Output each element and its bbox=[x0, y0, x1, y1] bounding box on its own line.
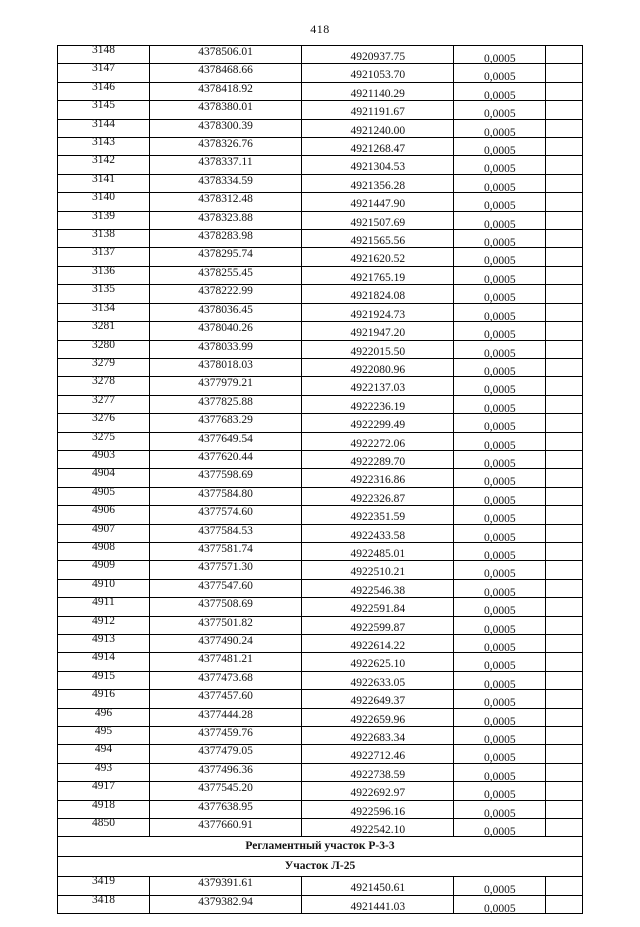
cell-point-no: 4903 bbox=[58, 450, 150, 468]
cell-spacer bbox=[546, 598, 583, 616]
cell-x-coordinate: 4377459.76 bbox=[149, 727, 301, 745]
cell-spacer bbox=[546, 377, 583, 395]
cell-accuracy: 0,0005 bbox=[454, 138, 546, 156]
cell-point-no: 4904 bbox=[58, 469, 150, 487]
cell-x-coordinate: 4378312.48 bbox=[149, 193, 301, 211]
cell-point-no: 3137 bbox=[58, 248, 150, 266]
cell-accuracy: 0,0005 bbox=[454, 542, 546, 560]
cell-accuracy: 0,0005 bbox=[454, 358, 546, 376]
cell-x-coordinate: 4378040.26 bbox=[149, 322, 301, 340]
cell-y-coordinate: 4922137.03 bbox=[302, 377, 454, 395]
cell-x-coordinate: 4377481.21 bbox=[149, 653, 301, 671]
cell-y-coordinate: 4921240.00 bbox=[302, 119, 454, 137]
cell-accuracy: 0,0005 bbox=[454, 211, 546, 229]
cell-accuracy: 0,0005 bbox=[454, 598, 546, 616]
cell-spacer bbox=[546, 819, 583, 837]
cell-spacer bbox=[546, 395, 583, 413]
cell-point-no: 4913 bbox=[58, 635, 150, 653]
cell-x-coordinate: 4378468.66 bbox=[149, 64, 301, 82]
cell-spacer bbox=[546, 414, 583, 432]
cell-spacer bbox=[546, 524, 583, 542]
cell-point-no: 3148 bbox=[58, 46, 150, 64]
cell-accuracy: 0,0005 bbox=[454, 782, 546, 800]
cell-spacer bbox=[546, 579, 583, 597]
cell-point-no: 3141 bbox=[58, 174, 150, 192]
cell-accuracy: 0,0005 bbox=[454, 506, 546, 524]
cell-x-coordinate: 4377660.91 bbox=[149, 819, 301, 837]
cell-spacer bbox=[546, 635, 583, 653]
document-page bbox=[0, 22, 640, 927]
cell-spacer bbox=[546, 266, 583, 284]
cell-point-no: 3418 bbox=[58, 895, 150, 913]
cell-x-coordinate: 4377479.05 bbox=[149, 745, 301, 763]
cell-spacer bbox=[546, 671, 583, 689]
coordinates-table bbox=[57, 45, 583, 914]
section-title: Участок Л-25 bbox=[58, 857, 583, 877]
cell-accuracy: 0,0005 bbox=[454, 800, 546, 818]
cell-point-no: 4912 bbox=[58, 616, 150, 634]
cell-y-coordinate: 4922299.49 bbox=[302, 414, 454, 432]
cell-spacer bbox=[546, 211, 583, 229]
cell-spacer bbox=[546, 193, 583, 211]
cell-accuracy: 0,0005 bbox=[454, 432, 546, 450]
cell-spacer bbox=[546, 561, 583, 579]
cell-y-coordinate: 4921765.19 bbox=[302, 266, 454, 284]
cell-y-coordinate: 4921191.67 bbox=[302, 101, 454, 119]
cell-accuracy: 0,0005 bbox=[454, 561, 546, 579]
cell-y-coordinate: 4921441.03 bbox=[302, 895, 454, 913]
cell-point-no: 4850 bbox=[58, 819, 150, 837]
cell-accuracy: 0,0005 bbox=[454, 82, 546, 100]
cell-point-no: 4917 bbox=[58, 782, 150, 800]
cell-x-coordinate: 4378283.98 bbox=[149, 230, 301, 248]
cell-y-coordinate: 4922712.46 bbox=[302, 745, 454, 763]
cell-spacer bbox=[546, 727, 583, 745]
cell-x-coordinate: 4378334.59 bbox=[149, 174, 301, 192]
cell-spacer bbox=[546, 690, 583, 708]
page-number: 418 bbox=[310, 22, 330, 36]
cell-x-coordinate: 4378036.45 bbox=[149, 303, 301, 321]
cell-spacer bbox=[546, 82, 583, 100]
cell-point-no: 495 bbox=[58, 727, 150, 745]
cell-point-no: 493 bbox=[58, 763, 150, 781]
cell-y-coordinate: 4922625.10 bbox=[302, 653, 454, 671]
cell-point-no: 3278 bbox=[58, 377, 150, 395]
cell-x-coordinate: 4378506.01 bbox=[149, 46, 301, 64]
cell-point-no: 4909 bbox=[58, 561, 150, 579]
cell-y-coordinate: 4922510.21 bbox=[302, 561, 454, 579]
cell-y-coordinate: 4922236.19 bbox=[302, 395, 454, 413]
cell-y-coordinate: 4921947.20 bbox=[302, 322, 454, 340]
cell-spacer bbox=[546, 119, 583, 137]
cell-y-coordinate: 4922485.01 bbox=[302, 542, 454, 560]
cell-accuracy: 0,0005 bbox=[454, 156, 546, 174]
cell-y-coordinate: 4922542.10 bbox=[302, 819, 454, 837]
cell-spacer bbox=[546, 469, 583, 487]
cell-point-no: 3134 bbox=[58, 303, 150, 321]
cell-point-no: 3277 bbox=[58, 395, 150, 413]
cell-y-coordinate: 4921620.52 bbox=[302, 248, 454, 266]
cell-accuracy: 0,0005 bbox=[454, 469, 546, 487]
cell-accuracy: 0,0005 bbox=[454, 101, 546, 119]
cell-y-coordinate: 4922272.06 bbox=[302, 432, 454, 450]
cell-y-coordinate: 4922649.37 bbox=[302, 690, 454, 708]
cell-point-no: 3146 bbox=[58, 82, 150, 100]
cell-x-coordinate: 4377473.68 bbox=[149, 671, 301, 689]
cell-y-coordinate: 4922591.84 bbox=[302, 598, 454, 616]
cell-accuracy: 0,0005 bbox=[454, 635, 546, 653]
cell-x-coordinate: 4378222.99 bbox=[149, 285, 301, 303]
table-body bbox=[58, 46, 583, 914]
cell-x-coordinate: 4378255.45 bbox=[149, 266, 301, 284]
cell-x-coordinate: 4377584.53 bbox=[149, 524, 301, 542]
cell-y-coordinate: 4921268.47 bbox=[302, 138, 454, 156]
cell-x-coordinate: 4378380.01 bbox=[149, 101, 301, 119]
cell-y-coordinate: 4922692.97 bbox=[302, 782, 454, 800]
cell-spacer bbox=[546, 285, 583, 303]
cell-y-coordinate: 4922433.58 bbox=[302, 524, 454, 542]
cell-spacer bbox=[546, 800, 583, 818]
cell-x-coordinate: 4377444.28 bbox=[149, 708, 301, 726]
cell-point-no: 3143 bbox=[58, 138, 150, 156]
cell-accuracy: 0,0005 bbox=[454, 877, 546, 895]
cell-spacer bbox=[546, 46, 583, 64]
cell-x-coordinate: 4377571.30 bbox=[149, 561, 301, 579]
cell-accuracy: 0,0005 bbox=[454, 653, 546, 671]
cell-x-coordinate: 4377490.24 bbox=[149, 635, 301, 653]
section-title: Регламентный участок Р-3-3 bbox=[58, 837, 583, 857]
cell-spacer bbox=[546, 487, 583, 505]
cell-accuracy: 0,0005 bbox=[454, 450, 546, 468]
cell-y-coordinate: 4922316.86 bbox=[302, 469, 454, 487]
cell-x-coordinate: 4377598.69 bbox=[149, 469, 301, 487]
cell-x-coordinate: 4377825.88 bbox=[149, 395, 301, 413]
cell-accuracy: 0,0005 bbox=[454, 524, 546, 542]
cell-spacer bbox=[546, 432, 583, 450]
cell-x-coordinate: 4377457.60 bbox=[149, 690, 301, 708]
cell-y-coordinate: 4922614.22 bbox=[302, 635, 454, 653]
cell-point-no: 4915 bbox=[58, 671, 150, 689]
cell-point-no: 3279 bbox=[58, 358, 150, 376]
cell-accuracy: 0,0005 bbox=[454, 64, 546, 82]
cell-x-coordinate: 4378337.11 bbox=[149, 156, 301, 174]
cell-point-no: 3276 bbox=[58, 414, 150, 432]
cell-x-coordinate: 4378323.88 bbox=[149, 211, 301, 229]
cell-x-coordinate: 4379391.61 bbox=[149, 877, 301, 895]
cell-y-coordinate: 4921924.73 bbox=[302, 303, 454, 321]
cell-accuracy: 0,0005 bbox=[454, 895, 546, 913]
cell-accuracy: 0,0005 bbox=[454, 193, 546, 211]
cell-spacer bbox=[546, 230, 583, 248]
cell-y-coordinate: 4922659.96 bbox=[302, 708, 454, 726]
cell-y-coordinate: 4922080.96 bbox=[302, 358, 454, 376]
coordinates-table-wrapper bbox=[57, 45, 583, 914]
cell-spacer bbox=[546, 174, 583, 192]
cell-point-no: 3142 bbox=[58, 156, 150, 174]
cell-point-no: 3281 bbox=[58, 322, 150, 340]
cell-accuracy: 0,0005 bbox=[454, 727, 546, 745]
cell-point-no: 4910 bbox=[58, 579, 150, 597]
cell-y-coordinate: 4922546.38 bbox=[302, 579, 454, 597]
cell-accuracy: 0,0005 bbox=[454, 285, 546, 303]
cell-spacer bbox=[546, 782, 583, 800]
cell-spacer bbox=[546, 616, 583, 634]
cell-spacer bbox=[546, 542, 583, 560]
cell-point-no: 3139 bbox=[58, 211, 150, 229]
cell-point-no: 4916 bbox=[58, 690, 150, 708]
cell-accuracy: 0,0005 bbox=[454, 708, 546, 726]
cell-point-no: 3138 bbox=[58, 230, 150, 248]
cell-x-coordinate: 4377584.80 bbox=[149, 487, 301, 505]
cell-accuracy: 0,0005 bbox=[454, 579, 546, 597]
cell-x-coordinate: 4377979.21 bbox=[149, 377, 301, 395]
cell-y-coordinate: 4921304.53 bbox=[302, 156, 454, 174]
cell-accuracy: 0,0005 bbox=[454, 174, 546, 192]
cell-accuracy: 0,0005 bbox=[454, 487, 546, 505]
cell-spacer bbox=[546, 303, 583, 321]
cell-y-coordinate: 4921053.70 bbox=[302, 64, 454, 82]
cell-spacer bbox=[546, 156, 583, 174]
cell-point-no: 496 bbox=[58, 708, 150, 726]
cell-spacer bbox=[546, 763, 583, 781]
cell-y-coordinate: 4921565.56 bbox=[302, 230, 454, 248]
cell-x-coordinate: 4378300.39 bbox=[149, 119, 301, 137]
cell-y-coordinate: 4922351.59 bbox=[302, 506, 454, 524]
cell-x-coordinate: 4379382.94 bbox=[149, 895, 301, 913]
cell-x-coordinate: 4378033.99 bbox=[149, 340, 301, 358]
cell-spacer bbox=[546, 653, 583, 671]
cell-spacer bbox=[546, 138, 583, 156]
cell-x-coordinate: 4377620.44 bbox=[149, 450, 301, 468]
cell-y-coordinate: 4920937.75 bbox=[302, 46, 454, 64]
cell-x-coordinate: 4377638.95 bbox=[149, 800, 301, 818]
cell-spacer bbox=[546, 322, 583, 340]
cell-y-coordinate: 4921356.28 bbox=[302, 174, 454, 192]
cell-y-coordinate: 4921507.69 bbox=[302, 211, 454, 229]
cell-accuracy: 0,0005 bbox=[454, 745, 546, 763]
cell-spacer bbox=[546, 358, 583, 376]
cell-spacer bbox=[546, 101, 583, 119]
cell-x-coordinate: 4377501.82 bbox=[149, 616, 301, 634]
cell-spacer bbox=[546, 248, 583, 266]
cell-spacer bbox=[546, 340, 583, 358]
cell-point-no: 3275 bbox=[58, 432, 150, 450]
cell-point-no: 3419 bbox=[58, 877, 150, 895]
cell-accuracy: 0,0005 bbox=[454, 616, 546, 634]
cell-point-no: 4907 bbox=[58, 524, 150, 542]
cell-y-coordinate: 4921447.90 bbox=[302, 193, 454, 211]
cell-point-no: 4914 bbox=[58, 653, 150, 671]
cell-x-coordinate: 4377496.36 bbox=[149, 763, 301, 781]
cell-spacer bbox=[546, 64, 583, 82]
cell-accuracy: 0,0005 bbox=[454, 763, 546, 781]
cell-accuracy: 0,0005 bbox=[454, 303, 546, 321]
cell-accuracy: 0,0005 bbox=[454, 119, 546, 137]
cell-point-no: 4911 bbox=[58, 598, 150, 616]
cell-accuracy: 0,0005 bbox=[454, 340, 546, 358]
cell-spacer bbox=[546, 895, 583, 913]
cell-spacer bbox=[546, 877, 583, 895]
cell-x-coordinate: 4378295.74 bbox=[149, 248, 301, 266]
cell-x-coordinate: 4377683.29 bbox=[149, 414, 301, 432]
cell-spacer bbox=[546, 745, 583, 763]
cell-x-coordinate: 4378326.76 bbox=[149, 138, 301, 156]
cell-point-no: 3280 bbox=[58, 340, 150, 358]
cell-x-coordinate: 4377545.20 bbox=[149, 782, 301, 800]
cell-y-coordinate: 4922596.16 bbox=[302, 800, 454, 818]
cell-y-coordinate: 4922599.87 bbox=[302, 616, 454, 634]
cell-accuracy: 0,0005 bbox=[454, 248, 546, 266]
table-section-row bbox=[58, 837, 583, 857]
cell-point-no: 3135 bbox=[58, 285, 150, 303]
cell-y-coordinate: 4921450.61 bbox=[302, 877, 454, 895]
cell-x-coordinate: 4377547.60 bbox=[149, 579, 301, 597]
cell-x-coordinate: 4378018.03 bbox=[149, 358, 301, 376]
cell-y-coordinate: 4922289.70 bbox=[302, 450, 454, 468]
cell-y-coordinate: 4922326.87 bbox=[302, 487, 454, 505]
cell-y-coordinate: 4922633.05 bbox=[302, 671, 454, 689]
cell-accuracy: 0,0005 bbox=[454, 819, 546, 837]
cell-x-coordinate: 4377574.60 bbox=[149, 506, 301, 524]
cell-point-no: 3147 bbox=[58, 64, 150, 82]
cell-x-coordinate: 4378418.92 bbox=[149, 82, 301, 100]
cell-accuracy: 0,0005 bbox=[454, 414, 546, 432]
cell-y-coordinate: 4921140.29 bbox=[302, 82, 454, 100]
cell-point-no: 4908 bbox=[58, 542, 150, 560]
cell-point-no: 4918 bbox=[58, 800, 150, 818]
cell-accuracy: 0,0005 bbox=[454, 230, 546, 248]
cell-point-no: 3145 bbox=[58, 101, 150, 119]
cell-y-coordinate: 4922683.34 bbox=[302, 727, 454, 745]
cell-accuracy: 0,0005 bbox=[454, 690, 546, 708]
cell-y-coordinate: 4922738.59 bbox=[302, 763, 454, 781]
cell-spacer bbox=[546, 450, 583, 468]
cell-point-no: 4906 bbox=[58, 506, 150, 524]
cell-accuracy: 0,0005 bbox=[454, 266, 546, 284]
cell-y-coordinate: 4921824.08 bbox=[302, 285, 454, 303]
cell-accuracy: 0,0005 bbox=[454, 46, 546, 64]
cell-y-coordinate: 4922015.50 bbox=[302, 340, 454, 358]
cell-point-no: 3144 bbox=[58, 119, 150, 137]
cell-x-coordinate: 4377581.74 bbox=[149, 542, 301, 560]
cell-spacer bbox=[546, 506, 583, 524]
cell-point-no: 4905 bbox=[58, 487, 150, 505]
cell-x-coordinate: 4377508.69 bbox=[149, 598, 301, 616]
cell-accuracy: 0,0005 bbox=[454, 395, 546, 413]
cell-accuracy: 0,0005 bbox=[454, 322, 546, 340]
cell-x-coordinate: 4377649.54 bbox=[149, 432, 301, 450]
cell-point-no: 3136 bbox=[58, 266, 150, 284]
cell-spacer bbox=[546, 708, 583, 726]
cell-point-no: 494 bbox=[58, 745, 150, 763]
cell-point-no: 3140 bbox=[58, 193, 150, 211]
cell-accuracy: 0,0005 bbox=[454, 377, 546, 395]
cell-accuracy: 0,0005 bbox=[454, 671, 546, 689]
